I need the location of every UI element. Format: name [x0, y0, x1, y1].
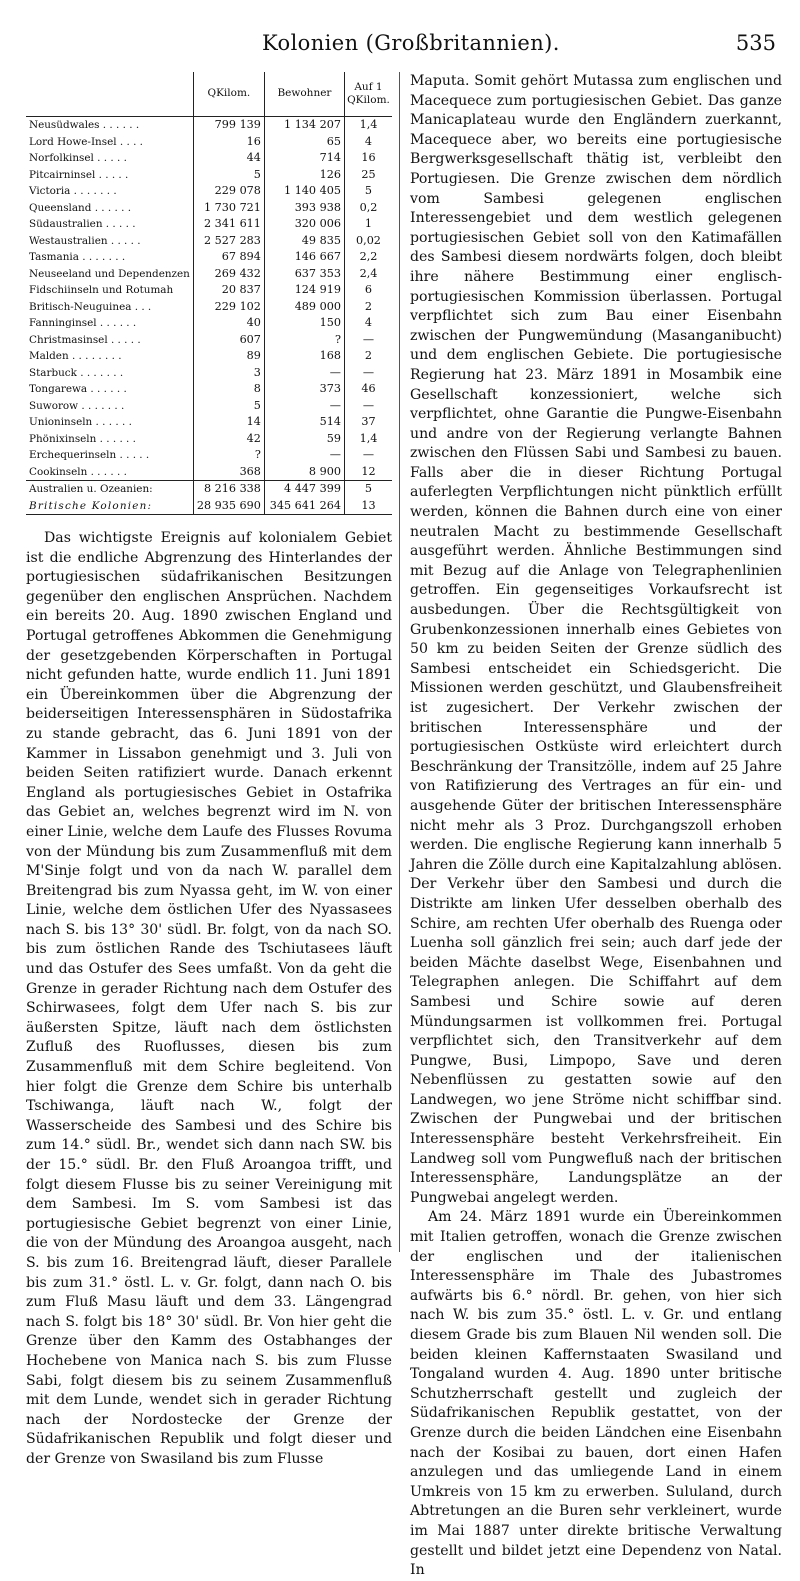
row-density: 5	[344, 481, 392, 498]
table-row	[26, 282, 392, 299]
row-density: 0,02	[344, 233, 392, 250]
left-column	[26, 72, 392, 1470]
table-row	[26, 315, 392, 332]
row-name: Pitcairninsel . . . . .	[29, 168, 129, 181]
row-density: 16	[344, 150, 392, 167]
row-name: Tasmania . . . . . . .	[29, 251, 126, 264]
table-header-density: Auf 1 QKilom.	[344, 72, 392, 117]
row-population: —	[264, 447, 344, 464]
row-population: 514	[264, 414, 344, 431]
row-density: 2,4	[344, 266, 392, 283]
row-area: 67 894	[193, 249, 264, 266]
row-population: ?	[264, 332, 344, 349]
row-density: 2	[344, 348, 392, 365]
table-body	[26, 117, 392, 515]
table-row	[26, 249, 392, 266]
table-row	[26, 216, 392, 233]
row-name: Christmasinsel . . . . .	[29, 333, 141, 346]
row-area: 16	[193, 134, 264, 151]
paragraph: Das wichtigste Ereignis auf kolonialem Gebiet ist die endliche Abgrenzung des Hinterlandes der portugiesischen südafrikanischen Besitzungen gegenüber den englischen Ansprüchen. Nachdem ein bereits 20. Aug. 1890 zwischen England und Portugal getroffenes Abkommen die Genehmigung der gesetzgebenden Körperschaften in Portugal nicht gefunden hatte, wurde endlich 11. Juni 1891 ein Übereinkommen über die Abgrenzung der beiderseitigen Interessensphären in Südostafrika zu stande gebracht, das 6. Juni 1891 von der Kammer in Lissabon genehmigt und 3. Juli von beiden Seiten ratifiziert wurde. Danach erkennt England als portugiesisches Gebiet in Ostafrika das Gebiet an, welches begrenzt wird im N. von einer Linie, welche dem Laufe des Flusses Rovuma von der Mündung bis zum Zusammenfluß mit dem M'Sinje folgt und von da nach W. parallel dem Breitengrad bis zum Nyassa geht, im W. von einer Linie, welche dem östlichen Ufer des Nyassasees nach S. bis 13° 30' südl. Br. folgt, von da nach SO. bis zum östlichen Rande des Tschiutasees läuft und das Ostufer des Sees umfaßt. Von da geht die Grenze in gerader Richtung nach dem Ostufer des Schirwasees, folgt dem Ufer nach S. bis zur äußersten Spitze, läuft nach dem östlichsten Zufluß des Ruoflusses, diesen bis zum Zusammenfluß mit dem Schire begleitend. Von hier folgt die Grenze dem Schire bis unterhalb Tschiwanga, läuft nach W., folgt der Wasserscheide des Sambesi und des Schire bis zum 14.° südl. Br., wendet sich dann nach SW. bis der 15.° südl. Br. den Fluß Aroangoa trifft, und folgt diesem Flusse bis zu seiner Vereinigung mit dem Sambesi. Im S. vom Sambesi ist das portugiesische Gebiet begrenzt von einer Linie, die von der Mündung des Aroangoa ausgeht, nach S. bis zum 16. Breitengrad läuft, dieser Parallele bis zum 31.° östl. L. v. Gr. folgt, dann nach O. bis zum Fluß Masu läuft und dem 33. Längengrad nach S. folgt bis 18° 30' südl. Br. Von hier geht die Grenze über den Kamm des Ostabhanges der Hochebene von Manica nach S. bis zum Flusse Sabi, folgt diesem bis zu seinem Zusammenfluß mit dem Lunde, wendet sich in gerader Richtung nach der Nordostecke der Grenze der Südafrikanischen Republik und folgt dieser und der Grenze von Swasiland bis zum Flusse	[26, 530, 392, 1467]
table-row	[26, 464, 392, 481]
row-area: 229 102	[193, 299, 264, 316]
row-area: 42	[193, 431, 264, 448]
colonies-table	[26, 72, 392, 515]
row-population: 637 353	[264, 266, 344, 283]
row-name: Erchequerinseln . . . . .	[29, 449, 150, 462]
row-name: Fanninginsel . . . . . .	[29, 317, 137, 330]
row-area: 2 341 611	[193, 216, 264, 233]
row-area: 89	[193, 348, 264, 365]
row-name: Queensland . . . . . .	[29, 201, 132, 214]
table-row	[26, 233, 392, 250]
table-header-population: Bewohner	[264, 72, 344, 117]
row-area: 368	[193, 464, 264, 481]
row-area: 40	[193, 315, 264, 332]
row-name: Australien u. Ozeanien:	[26, 481, 193, 498]
row-density: 1	[344, 216, 392, 233]
row-name: Norfolkinsel . . . . .	[29, 152, 127, 165]
right-column	[410, 72, 782, 1581]
table-row	[26, 167, 392, 184]
row-area: 5	[193, 167, 264, 184]
row-area: 44	[193, 150, 264, 167]
row-population: 320 006	[264, 216, 344, 233]
row-name: Unioninseln . . . . . .	[29, 416, 132, 429]
row-population: 124 919	[264, 282, 344, 299]
row-density: 1,4	[344, 117, 392, 134]
table-row	[26, 266, 392, 283]
table-row	[26, 348, 392, 365]
row-population: 59	[264, 431, 344, 448]
row-name: Tongarewa . . . . . .	[29, 383, 127, 396]
row-density: 13	[344, 498, 392, 515]
table-row	[26, 299, 392, 316]
row-name: Südaustralien . . . . .	[29, 218, 136, 231]
row-population: 373	[264, 381, 344, 398]
row-population: 65	[264, 134, 344, 151]
row-density: 2	[344, 299, 392, 316]
row-population: 150	[264, 315, 344, 332]
row-density: —	[344, 447, 392, 464]
row-area: 269 432	[193, 266, 264, 283]
row-population: 168	[264, 348, 344, 365]
row-area: 607	[193, 332, 264, 349]
row-density: —	[344, 332, 392, 349]
row-area: 229 078	[193, 183, 264, 200]
row-area: 8	[193, 381, 264, 398]
row-population: 1 140 405	[264, 183, 344, 200]
row-name: Britische Kolonien:	[26, 498, 193, 515]
row-area: 28 935 690	[193, 498, 264, 515]
row-name: Lord Howe-Insel . . . .	[29, 135, 143, 148]
row-area: 20 837	[193, 282, 264, 299]
row-density: 12	[344, 464, 392, 481]
running-title: Kolonien (Großbritannien).	[262, 31, 560, 55]
row-density: 1,4	[344, 431, 392, 448]
left-body-text	[26, 529, 392, 1470]
row-population: 489 000	[264, 299, 344, 316]
row-population: 146 667	[264, 249, 344, 266]
row-name: Starbuck . . . . . . .	[29, 366, 124, 379]
row-name: Victoria . . . . . . .	[29, 185, 117, 198]
row-population: 4 447 399	[264, 481, 344, 498]
row-density: 2,2	[344, 249, 392, 266]
table-row	[26, 200, 392, 217]
row-area: 14	[193, 414, 264, 431]
table-row	[26, 431, 392, 448]
row-area: ?	[193, 447, 264, 464]
table-row	[26, 481, 392, 498]
row-population: 49 835	[264, 233, 344, 250]
page-number: 535	[735, 31, 776, 55]
row-area: 1 730 721	[193, 200, 264, 217]
table-header-area: QKilom.	[193, 72, 264, 117]
table-row	[26, 134, 392, 151]
row-name: Neusüdwales . . . . . .	[29, 119, 140, 132]
row-name: Fidschiinseln und Rotumah	[29, 284, 174, 297]
row-name: Westaustralien . . . . .	[29, 234, 141, 247]
row-name: Phönixinseln . . . . . .	[29, 432, 136, 445]
row-population: 8 900	[264, 464, 344, 481]
table-row	[26, 447, 392, 464]
row-area: 2 527 283	[193, 233, 264, 250]
table-row	[26, 381, 392, 398]
row-density: 37	[344, 414, 392, 431]
row-population: 393 938	[264, 200, 344, 217]
row-population: 1 134 207	[264, 117, 344, 134]
column-divider	[399, 72, 400, 1252]
table-row	[26, 117, 392, 134]
table-row	[26, 332, 392, 349]
table-row	[26, 414, 392, 431]
row-name: Suworow . . . . . . .	[29, 399, 125, 412]
row-density: 25	[344, 167, 392, 184]
table-row	[26, 398, 392, 415]
paragraph: Maputa. Somit gehört Mutassa zum englischen und Macequece zum portugiesischen Gebiet. Das ganze Manicaplateau wurde den Engländern zuerkannt, Macequece aber, wo bereits eine portugiesische Bergwerksgesellschaft thätig ist, verbleibt den Portugiesen. Die Grenze zwischen dem nördlich vom Sambesi gelegenen englischen Interessengebiet und dem westlich gelegenen portugiesischen Gebiet soll von den Katimafällen des Sambesi diesem nordwärts folgen, doch bleibt ihre nähere Bestimmung einer englisch-portugiesischen Kommission überlassen. Portugal verpflichtet sich zum Bau einer Eisenbahn zwischen der Pungwemündung (Masanganibucht) und dem englischen Gebiete. Die portugiesische Regierung hat 23. März 1891 in Mosambik eine Gesellschaft konzessioniert, welche sich verpflichtet, ohne Garantie die Pungwe-Eisenbahn und andre von der Regierung verlangte Bahnen zwischen den Flüssen Sabi und Sambesi zu bauen. Falls aber die in dieser Richtung Portugal auferlegten Verpflichtungen nicht pünktlich erfüllt werden, können die Bahnen durch eine von einer neutralen Macht zu bestimmende Gesellschaft ausgeführt werden. Ähnliche Bestimmungen sind mit Bezug auf die Anlage von Telegraphenlinien getroffen. Ein gegenseitiges Vorkaufsrecht ist ausbedungen. Über die Rechtsgültigkeit von Grubenkonzessionen innerhalb eines Gebietes von 50 km zu beiden Seiten der Grenze südlich des Sambesi entscheidet ein Schiedsgericht. Die Missionen werden geschützt, und Glaubensfreiheit ist zugesichert. Der Verkehr zwischen der britischen Interessensphäre und der portugiesischen Ostküste wird erleichtert durch Beschränkung der Transitzölle, indem auf 25 Jahre von Ratifizierung des Vertrages an für ein- und ausgehende Güter der britischen Interessensphäre nicht mehr als 3 Proz. Durchgangszoll erhoben werden. Die englische Regierung kann innerhalb 5 Jahren die Zölle durch eine Kapitalzahlung ablösen. Der Verkehr über den Sambesi und durch die Distrikte am linken Ufer desselben oberhalb des Schire, am rechten Ufer oberhalb des Ruenga oder Luenha soll gänzlich frei sein; auch darf jede der beiden Mächte daselbst Wege, Eisenbahnen und Telegraphen anlegen. Die Schiffahrt auf dem Sambesi und Schire sowie auf deren Mündungsarmen ist vollkommen frei. Portugal verpflichtet sich, den Transitverkehr auf dem Pungwe, Busi, Limpopo, Save und deren Nebenflüssen zu gestatten sowie auf den Landwegen, wo jene Ströme nicht schiffbar sind. Zwischen der Pungwebai und der britischen Interessensphäre besteht Verkehrsfreiheit. Ein Landweg soll vom Pungwefluß nach der britischen Interessensphäre, Landungsplätze an der Pungwebai angelegt werden.	[410, 73, 782, 1206]
row-area: 8 216 338	[193, 481, 264, 498]
table-row	[26, 498, 392, 515]
row-area: 3	[193, 365, 264, 382]
row-density: 4	[344, 315, 392, 332]
row-area: 5	[193, 398, 264, 415]
row-density: 46	[344, 381, 392, 398]
row-density: —	[344, 398, 392, 415]
row-density: 6	[344, 282, 392, 299]
page-header	[0, 28, 800, 60]
table-row	[26, 365, 392, 382]
row-area: 799 139	[193, 117, 264, 134]
row-density: 0,2	[344, 200, 392, 217]
table-row	[26, 183, 392, 200]
table-header-row	[26, 72, 392, 117]
table-row	[26, 150, 392, 167]
row-population: 714	[264, 150, 344, 167]
row-density: —	[344, 365, 392, 382]
paragraph: Am 24. März 1891 wurde ein Übereinkommen mit Italien getroffen, wonach die Grenze zwischen der englischen und der italienischen Interessensphäre im Thale des Jubastromes aufwärts bis 6.° nördl. Br. gehen, von hier sich nach W. bis zum 35.° östl. L. v. Gr. und entlang diesem Grade bis zum Blauen Nil wenden soll. Die beiden kleinen Kaffernstaaten Swasiland und Tongaland wurden 4. Aug. 1890 unter britische Schutzherrschaft gestellt und zugleich der Südafrikanischen Republik gestattet, von der Grenze durch die beiden Ländchen eine Eisenbahn nach der Kosibai zu bauen, dort einen Hafen anzulegen und das umliegende Land in einem Umkreis von 15 km zu erwerben. Sululand, durch Abtretungen an die Buren sehr verkleinert, wurde im Mai 1887 unter direkte britische Verwaltung gestellt und bildet jetzt eine Dependenz von Natal. In	[410, 1209, 782, 1579]
row-density: 5	[344, 183, 392, 200]
table-header-name	[26, 72, 193, 117]
row-density: 4	[344, 134, 392, 151]
row-name: Cookinseln . . . . . .	[29, 465, 127, 478]
row-population: —	[264, 398, 344, 415]
row-name: Britisch-Neuguinea . . .	[29, 300, 152, 313]
row-population: 126	[264, 167, 344, 184]
row-population: —	[264, 365, 344, 382]
row-name: Neuseeland und Dependenzen	[29, 267, 190, 280]
row-population: 345 641 264	[264, 498, 344, 515]
row-name: Malden . . . . . . . .	[29, 350, 122, 363]
